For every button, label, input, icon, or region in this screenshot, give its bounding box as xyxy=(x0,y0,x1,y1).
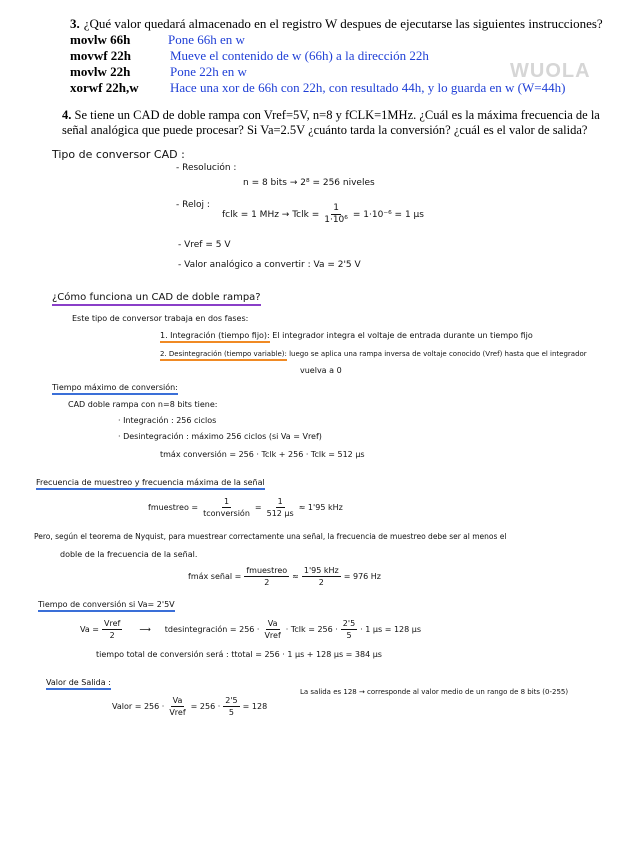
fmax-left: fmáx señal = xyxy=(188,572,242,581)
fmuestreo-frac-1 xyxy=(201,496,252,519)
tconv-va-den: 2 xyxy=(109,631,115,640)
question-4-number: 4. xyxy=(62,108,72,122)
tipo-title: Tipo de conversor CAD : xyxy=(52,148,185,161)
watermark: WUOLA xyxy=(510,60,591,82)
question-3-text: ¿Qué valor quedará almacenado en el registro W despues de ejecutarse las siguientes instrucciones? xyxy=(83,16,603,31)
fmax-frac-2 xyxy=(302,565,341,588)
reloj-right: = 1·10⁻⁶ = 1 μs xyxy=(352,209,424,220)
como-title-wrap xyxy=(52,292,261,303)
tconv-title-wrap xyxy=(38,600,175,609)
salida-num-2: 2'5 xyxy=(225,696,238,705)
fmuestreo-formula xyxy=(148,496,343,519)
tmax-integracion: · Integración : 256 ciclos xyxy=(118,416,217,425)
instruction: movwf 22h xyxy=(70,48,132,63)
question-3-heading xyxy=(70,16,603,32)
fmax-num-1: fmuestreo xyxy=(246,566,288,575)
fase-2 xyxy=(160,350,587,358)
tconv-formula-mid: · Tclk = 256 · xyxy=(285,625,338,634)
reloj-formula xyxy=(222,203,424,226)
instruction-row xyxy=(70,32,603,48)
instruction-comment: Pone 66h en w xyxy=(168,32,245,47)
arrow-icon: ⟶ xyxy=(139,625,151,634)
fmax-approx: ≈ xyxy=(292,572,299,581)
instruction: xorwf 22h,w xyxy=(70,80,139,95)
fmax-right: = 976 Hz xyxy=(343,572,382,581)
tconv-formula-left: tdesintegración = 256 · xyxy=(164,625,260,634)
tconv-va-num: Vref xyxy=(104,619,121,628)
fmuestreo-right: ≈ 1'95 kHz xyxy=(298,503,343,512)
salida-title: Valor de Salida : xyxy=(46,678,111,690)
instruction: movlw 66h xyxy=(70,32,131,47)
fmax-num-2: 1'95 kHz xyxy=(303,566,339,575)
tmax-desintegracion: · Desintegración : máximo 256 ciclos (si Va = Vref) xyxy=(118,432,322,441)
tconv-formula-right: · 1 μs = 128 μs xyxy=(360,625,422,634)
nyquist-text-2: doble de la frecuencia de la señal. xyxy=(60,550,198,559)
tconv-va: Va = xyxy=(80,625,99,634)
tmax-title: Tiempo máximo de conversión: xyxy=(52,383,178,395)
fmuestreo-eq: = xyxy=(254,503,262,512)
question-3-number: 3. xyxy=(70,16,80,31)
fmuestreo-frac-2 xyxy=(265,496,296,519)
fmuestreo-den-2: 512 μs xyxy=(266,509,294,518)
fmax-den-1: 2 xyxy=(264,578,270,587)
fmuestreo-num-1: 1 xyxy=(223,497,230,506)
tconv-va-frac xyxy=(102,618,122,641)
resolucion-value: n = 8 bits → 2⁸ = 256 niveles xyxy=(243,178,375,188)
fmuestreo-den-1: tconversión xyxy=(203,509,250,518)
como-title: ¿Cómo funciona un CAD de doble rampa? xyxy=(52,292,261,306)
salida-title-wrap xyxy=(46,678,111,687)
salida-num-1: Va xyxy=(172,696,183,705)
reloj-label: - Reloj : xyxy=(176,200,210,210)
question-3 xyxy=(70,16,603,96)
tmax-formula: tmáx conversión = 256 · Tclk + 256 · Tclk = 512 μs xyxy=(160,450,365,459)
salida-mid: = 256 · xyxy=(190,702,221,711)
fmuestreo-left: fmuestreo = xyxy=(148,503,199,512)
fmax-den-2: 2 xyxy=(318,578,324,587)
valor-analogico: - Valor analógico a convertir : Va = 2'5 V xyxy=(178,260,361,270)
nyquist-text: Pero, según el teorema de Nyquist, para muestrear correctamente una señal, la frecuencia de muestreo debe ser al menos el xyxy=(34,532,507,541)
reloj-den: 1·10⁶ xyxy=(324,215,348,225)
salida-frac-2 xyxy=(223,695,239,718)
tconv-den-1: Vref xyxy=(264,631,281,640)
salida-den-1: Vref xyxy=(169,708,186,717)
fase-1 xyxy=(160,331,533,340)
reloj-left: fclk = 1 MHz → Tclk = xyxy=(222,209,320,220)
salida-formula xyxy=(112,695,267,718)
fmax-formula xyxy=(188,565,381,588)
fmuestreo-title: Frecuencia de muestreo y frecuencia máxima de la señal xyxy=(36,478,265,490)
salida-note: La salida es 128 → corresponde al valor medio de un rango de 8 bits (0-255) xyxy=(300,688,569,696)
question-4 xyxy=(62,108,602,138)
tmax-intro: CAD doble rampa con n=8 bits tiene: xyxy=(68,400,218,409)
fase-2-label: 2. Desintegración (tiempo variable): xyxy=(160,350,287,361)
resolucion-label: - Resolución : xyxy=(176,163,237,173)
reloj-num: 1 xyxy=(333,203,339,213)
fase-2-text: luego se aplica una rampa inversa de voltaje conocido (Vref) hasta que el integrador xyxy=(289,350,587,358)
instruction-comment: Hace una xor de 66h con 22h, con resultado 44h, y lo guarda en w (W=44h) xyxy=(170,80,566,95)
salida-left: Valor = 256 · xyxy=(112,702,165,711)
tconv-num-2: 2'5 xyxy=(342,619,356,628)
instruction-comment: Mueve el contenido de w (66h) a la dirección 22h xyxy=(170,48,429,63)
tconv-frac-2 xyxy=(341,618,357,641)
fmuestreo-title-wrap xyxy=(36,478,265,487)
salida-right: = 128 xyxy=(242,702,268,711)
fase-1-label: 1. Integración (tiempo fijo): xyxy=(160,331,270,343)
instruction: movlw 22h xyxy=(70,64,131,79)
ttotal: tiempo total de conversión será : ttotal = 256 · 1 μs + 128 μs = 384 μs xyxy=(96,650,382,659)
salida-den-2: 5 xyxy=(228,708,234,717)
vref: - Vref = 5 V xyxy=(178,240,231,250)
tconv-num-1: Va xyxy=(267,619,278,628)
fmax-frac-1 xyxy=(244,565,289,588)
como-intro: Este tipo de conversor trabaja en dos fases: xyxy=(72,314,249,323)
tconv-title: Tiempo de conversión si Va= 2'5V xyxy=(38,600,175,612)
fase-2-text-2: vuelva a 0 xyxy=(300,366,342,375)
fmuestreo-num-2: 1 xyxy=(277,497,283,506)
tmax-title-wrap xyxy=(52,383,178,392)
salida-frac-1 xyxy=(167,695,187,718)
question-4-text: Se tiene un CAD de doble rampa con Vref=5V, n=8 y fCLK=1MHz. ¿Cuál es la máxima frecuencia de la señal analógica que puede procesar? Si Va=2.5V ¿cuánto tarda la conversión? ¿cuál es el valor de salida? xyxy=(62,108,600,137)
reloj-fraction xyxy=(322,203,350,226)
tconv-frac-1 xyxy=(262,618,282,641)
instruction-comment: Pone 22h en w xyxy=(170,64,247,79)
tconv-den-2: 5 xyxy=(346,631,352,640)
tconv-formula xyxy=(80,618,421,641)
fase-1-text: El integrador integra el voltaje de entrada durante un tiempo fijo xyxy=(272,331,533,340)
